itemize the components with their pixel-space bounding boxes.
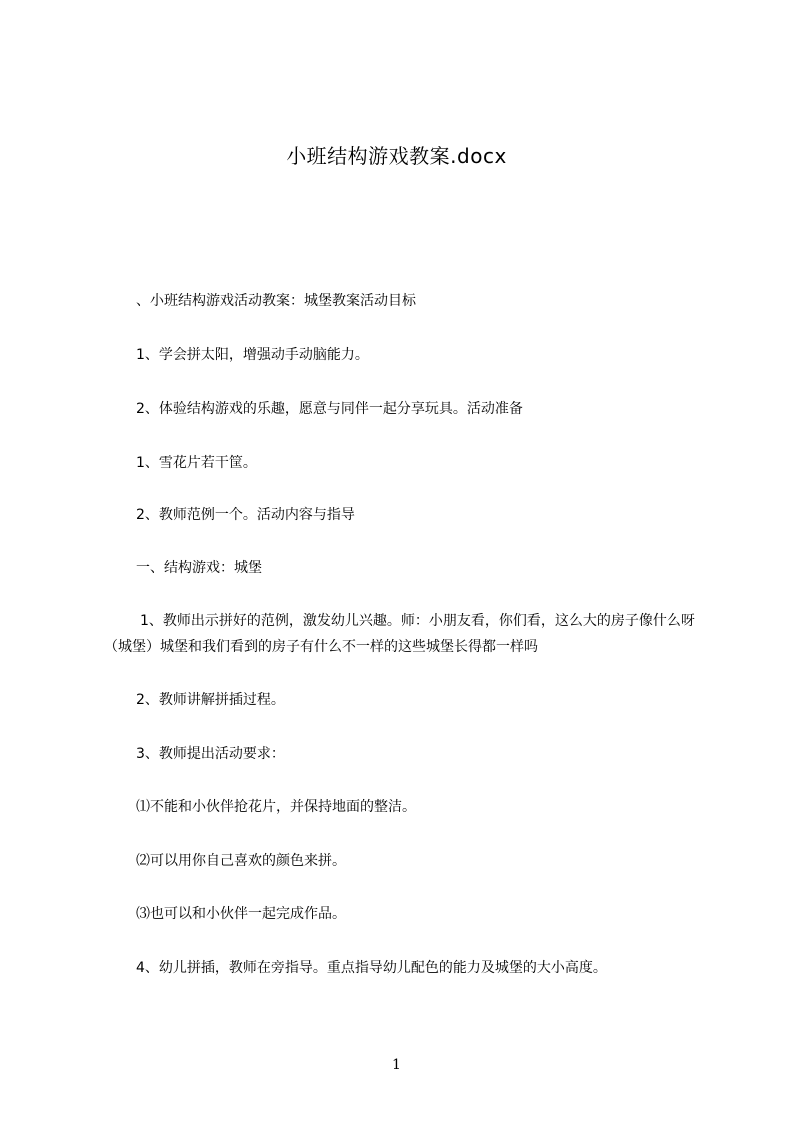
paragraph-rule-3: ⑶也可以和小伙伴一起完成作品。 xyxy=(136,906,346,922)
paragraph-prep-2: 2、教师范例一个。活动内容与指导 xyxy=(136,507,355,523)
paragraph-goal-1: 1、学会拼太阳，增强动手动脑能力。 xyxy=(136,347,369,363)
paragraph-section-heading: 一、结构游戏：城堡 xyxy=(136,560,262,576)
paragraph-goal-2: 2、体验结构游戏的乐趣，愿意与同伴一起分享玩具。活动准备 xyxy=(136,401,523,417)
paragraph-step-2: 2、教师讲解拼插过程。 xyxy=(136,692,285,708)
paragraph-rule-1: ⑴不能和小伙伴抢花片，并保持地面的整洁。 xyxy=(136,799,416,815)
page-number: 1 xyxy=(392,1057,401,1073)
paragraph-step-3: 3、教师提出活动要求： xyxy=(136,746,285,762)
paragraph-activity-goal-heading: 、小班结构游戏活动教案：城堡教案活动目标 xyxy=(136,293,416,309)
document-title: 小班结构游戏教案.docx xyxy=(286,144,507,168)
paragraph-step-1: 1、教师出示拼好的范例，激发幼儿兴趣。师：小朋友看，你们看，这么大的房子像什么呀（城堡）城堡和我们看到的房子有什么不一样的这些城堡长得都一样吗 xyxy=(104,613,695,655)
paragraph-step-4: 4、幼儿拼插，教师在旁指导。重点指导幼儿配色的能力及城堡的大小高度。 xyxy=(136,960,607,976)
paragraph-rule-2: ⑵可以用你自己喜欢的颜色来拼。 xyxy=(136,853,346,869)
paragraph-prep-1: 1、雪花片若干筐。 xyxy=(136,455,257,471)
